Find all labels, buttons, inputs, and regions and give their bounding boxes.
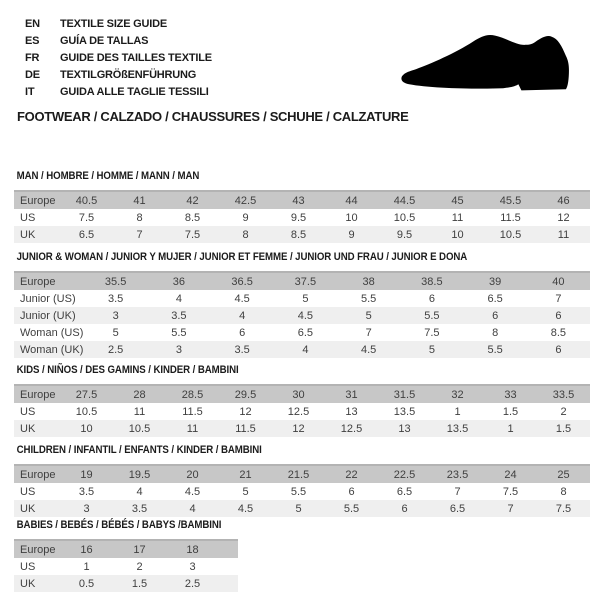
size-cell: 5 xyxy=(428,343,435,356)
row-label: Europe xyxy=(20,468,56,481)
size-cell: 6.5 xyxy=(78,228,95,241)
size-cell: 6 xyxy=(492,309,499,322)
size-cell: 11.5 xyxy=(182,405,203,418)
size-cell: 45 xyxy=(451,194,464,207)
size-cell: 13 xyxy=(398,422,411,435)
size-cell: 8.5 xyxy=(550,326,567,339)
size-table xyxy=(14,271,590,358)
size-cell: 11 xyxy=(133,405,146,418)
size-cell: 1.5 xyxy=(502,405,519,418)
size-cell: 8 xyxy=(242,228,249,241)
language-row xyxy=(25,15,212,32)
size-cell: 6.5 xyxy=(449,502,466,515)
size-cell: 6.5 xyxy=(297,326,314,339)
size-cell: 7.5 xyxy=(184,228,201,241)
size-cell: 22 xyxy=(345,468,358,481)
size-cell: 13 xyxy=(345,405,358,418)
size-cell: 9.5 xyxy=(290,211,307,224)
size-cell: 11 xyxy=(451,211,464,224)
size-cell: 6.5 xyxy=(487,292,503,305)
row-label: US xyxy=(20,560,36,573)
size-cell: 3.5 xyxy=(131,502,148,515)
size-cell: 4.5 xyxy=(237,502,254,515)
size-table xyxy=(14,190,590,243)
size-cell: 30 xyxy=(292,388,305,401)
size-cell: 1.5 xyxy=(555,422,572,435)
size-cell: 2 xyxy=(560,405,567,418)
table-row xyxy=(14,420,590,437)
size-cell: 9 xyxy=(348,228,355,241)
size-cell: 32 xyxy=(451,388,464,401)
size-cell: 7.5 xyxy=(78,211,95,224)
size-cell: 6 xyxy=(401,502,408,515)
language-code: DE xyxy=(25,68,40,81)
language-code: IT xyxy=(25,85,35,98)
language-code: FR xyxy=(25,51,40,64)
language-code: EN xyxy=(25,17,40,30)
size-cell: 10.5 xyxy=(75,405,98,418)
size-cell: 5 xyxy=(242,485,249,498)
table-row xyxy=(14,192,590,209)
size-cell: 35.5 xyxy=(104,275,127,288)
size-cell: 5.5 xyxy=(290,485,307,498)
table-row xyxy=(14,324,590,341)
size-cell: 46 xyxy=(557,194,570,207)
size-cell: 7.5 xyxy=(502,485,519,498)
size-cell: 13.5 xyxy=(393,405,416,418)
size-cell: 38 xyxy=(362,275,375,288)
size-cell: 42 xyxy=(186,194,199,207)
dress-shoe-icon xyxy=(400,32,574,94)
size-cell: 2 xyxy=(136,560,143,573)
row-label: US xyxy=(20,211,36,224)
size-cell: 5.5 xyxy=(343,502,360,515)
size-cell: 7 xyxy=(454,485,461,498)
row-label: UK xyxy=(20,577,36,590)
size-cell: 38.5 xyxy=(421,275,443,288)
size-cell: 6 xyxy=(348,485,355,498)
size-cell: 0.5 xyxy=(78,577,95,590)
size-cell: 8 xyxy=(560,485,567,498)
size-cell: 40 xyxy=(552,275,565,288)
size-cell: 9.5 xyxy=(396,228,413,241)
row-label: UK xyxy=(20,422,36,435)
size-cell: 3.5 xyxy=(171,309,187,322)
size-cell: 1 xyxy=(83,560,90,573)
table-row xyxy=(14,290,590,307)
size-cell: 3.5 xyxy=(107,292,124,305)
size-cell: 12 xyxy=(239,405,252,418)
size-cell: 31.5 xyxy=(393,388,416,401)
row-label: US xyxy=(20,405,36,418)
language-label: GUIDE DES TAILLES TEXTILE xyxy=(60,51,212,64)
size-cell: 5 xyxy=(112,326,119,339)
table-title: JUNIOR & WOMAN / JUNIOR Y MUJER / JUNIOR ET FEMME / JUNIOR UND FRAU / JUNIOR E DONA xyxy=(16,251,468,263)
size-cell: 18 xyxy=(186,543,199,556)
table-row xyxy=(14,575,238,592)
size-cell: 5.5 xyxy=(487,343,503,356)
size-table xyxy=(14,464,590,517)
size-table-section xyxy=(14,444,590,517)
size-cell: 12.5 xyxy=(287,405,310,418)
size-cell: 1.5 xyxy=(131,577,148,590)
size-cell: 39 xyxy=(489,275,502,288)
size-cell: 40.5 xyxy=(75,194,98,207)
size-cell: 3 xyxy=(175,343,182,356)
size-cell: 10 xyxy=(345,211,358,224)
size-cell: 2.5 xyxy=(107,343,124,356)
size-cell: 8 xyxy=(492,326,499,339)
size-cell: 33.5 xyxy=(552,388,575,401)
table-row xyxy=(14,500,590,517)
size-cell: 6 xyxy=(239,326,246,339)
row-label: Europe xyxy=(20,388,56,401)
category-heading: FOOTWEAR / CALZADO / CHAUSSURES / SCHUHE / CALZATURE xyxy=(17,109,409,124)
size-cell: 11.5 xyxy=(235,422,256,435)
size-cell: 10 xyxy=(80,422,93,435)
size-cell: 44.5 xyxy=(393,194,416,207)
size-cell: 7 xyxy=(365,326,372,339)
size-cell: 11 xyxy=(557,228,570,241)
size-table xyxy=(14,384,590,437)
size-cell: 4 xyxy=(136,485,143,498)
size-cell: 1 xyxy=(507,422,514,435)
size-cell: 20 xyxy=(186,468,199,481)
size-cell: 11.5 xyxy=(500,211,521,224)
size-table xyxy=(14,539,238,592)
size-cell: 1 xyxy=(454,405,461,418)
size-cell: 4.5 xyxy=(234,292,250,305)
size-cell: 44 xyxy=(345,194,358,207)
row-label: Woman (UK) xyxy=(20,343,84,356)
size-cell: 2.5 xyxy=(184,577,201,590)
language-code: ES xyxy=(25,34,40,47)
size-cell: 41 xyxy=(133,194,146,207)
size-cell: 6 xyxy=(555,309,562,322)
size-cell: 4.5 xyxy=(297,309,314,322)
language-list xyxy=(25,15,212,100)
size-cell: 8 xyxy=(136,211,143,224)
size-cell: 8.5 xyxy=(290,228,307,241)
size-cell: 3.5 xyxy=(78,485,95,498)
size-cell: 29.5 xyxy=(234,388,257,401)
size-cell: 21 xyxy=(239,468,252,481)
row-label: Europe xyxy=(20,194,56,207)
language-row xyxy=(25,83,212,100)
size-cell: 3 xyxy=(189,560,196,573)
language-label: TEXTILE SIZE GUIDE xyxy=(60,17,168,30)
size-cell: 5 xyxy=(302,292,309,305)
table-row xyxy=(14,209,590,226)
row-label: Woman (US) xyxy=(20,326,84,339)
size-cell: 4.5 xyxy=(360,343,377,356)
size-cell: 36 xyxy=(172,275,185,288)
size-cell: 45.5 xyxy=(499,194,522,207)
size-cell: 7 xyxy=(507,502,514,515)
size-cell: 5 xyxy=(295,502,302,515)
size-cell: 7 xyxy=(136,228,143,241)
size-cell: 43 xyxy=(292,194,305,207)
table-row xyxy=(14,386,590,403)
row-label: Europe xyxy=(20,543,56,556)
size-cell: 7.5 xyxy=(555,502,572,515)
size-cell: 37.5 xyxy=(294,275,317,288)
size-cell: 3.5 xyxy=(234,343,250,356)
size-cell: 5.5 xyxy=(424,309,440,322)
size-cell: 6 xyxy=(428,292,435,305)
size-cell: 3 xyxy=(83,502,90,515)
size-cell: 24 xyxy=(504,468,517,481)
size-table-section xyxy=(14,170,590,243)
size-cell: 5.5 xyxy=(171,326,187,339)
size-cell: 33 xyxy=(504,388,517,401)
row-label: UK xyxy=(20,228,36,241)
size-cell: 4 xyxy=(302,343,309,356)
size-cell: 27.5 xyxy=(75,388,98,401)
size-cell: 10 xyxy=(451,228,464,241)
language-label: GUÍA DE TALLAS xyxy=(60,34,149,47)
row-label: US xyxy=(20,485,36,498)
size-cell: 16 xyxy=(80,543,93,556)
size-cell: 12 xyxy=(292,422,305,435)
table-title: CHILDREN / INFANTIL / ENFANTS / KINDER / BAMBINI xyxy=(16,444,262,456)
table-row xyxy=(14,541,238,558)
language-label: GUIDA ALLE TAGLIE TESSILI xyxy=(60,85,209,98)
table-row xyxy=(14,341,590,358)
size-cell: 6.5 xyxy=(396,485,413,498)
size-table-section xyxy=(14,251,590,358)
size-cell: 12.5 xyxy=(340,422,363,435)
table-row xyxy=(14,226,590,243)
size-cell: 10.5 xyxy=(128,422,151,435)
table-row xyxy=(14,558,238,575)
size-cell: 8.5 xyxy=(184,211,201,224)
table-row xyxy=(14,273,590,290)
table-row xyxy=(14,466,590,483)
size-cell: 22.5 xyxy=(393,468,416,481)
size-cell: 6 xyxy=(555,343,562,356)
size-table-section xyxy=(14,364,590,437)
size-cell: 3 xyxy=(112,309,119,322)
size-table-section xyxy=(14,519,250,592)
table-title: BABIES / BEBÉS / BÉBÉS / BABYS /BAMBINI xyxy=(16,519,222,531)
size-cell: 36.5 xyxy=(231,275,253,288)
size-cell: 19.5 xyxy=(128,468,151,481)
row-label: UK xyxy=(20,502,36,515)
size-cell: 25 xyxy=(557,468,570,481)
size-cell: 23.5 xyxy=(446,468,469,481)
size-cell: 10.5 xyxy=(499,228,522,241)
size-cell: 9 xyxy=(242,211,249,224)
size-cell: 17 xyxy=(133,543,146,556)
table-title: MAN / HOMBRE / HOMME / MANN / MAN xyxy=(16,170,200,182)
row-label: Junior (UK) xyxy=(20,309,76,322)
size-cell: 4 xyxy=(239,309,246,322)
size-cell: 5.5 xyxy=(360,292,377,305)
size-cell: 4 xyxy=(175,292,182,305)
table-row xyxy=(14,483,590,500)
size-cell: 12 xyxy=(557,211,570,224)
size-cell: 7 xyxy=(555,292,562,305)
size-cell: 19 xyxy=(80,468,93,481)
row-label: Europe xyxy=(20,275,56,288)
language-row xyxy=(25,49,212,66)
table-title: KIDS / NIÑOS / DES GAMINS / KINDER / BAMBINI xyxy=(16,364,239,376)
size-cell: 10.5 xyxy=(393,211,416,224)
size-cell: 42.5 xyxy=(234,194,257,207)
size-cell: 7.5 xyxy=(424,326,440,339)
size-cell: 21.5 xyxy=(287,468,310,481)
language-row xyxy=(25,66,212,83)
size-cell: 28 xyxy=(133,388,146,401)
row-label: Junior (US) xyxy=(20,292,76,305)
table-row xyxy=(14,403,590,420)
size-cell: 4 xyxy=(189,502,196,515)
size-cell: 28.5 xyxy=(181,388,204,401)
table-row xyxy=(14,307,590,324)
language-row xyxy=(25,32,212,49)
size-cell: 13.5 xyxy=(446,422,469,435)
size-cell: 31 xyxy=(345,388,358,401)
size-cell: 5 xyxy=(365,309,372,322)
size-cell: 4.5 xyxy=(184,485,201,498)
language-label: TEXTILGRÖßENFÜHRUNG xyxy=(60,68,197,81)
size-cell: 11 xyxy=(186,422,199,435)
